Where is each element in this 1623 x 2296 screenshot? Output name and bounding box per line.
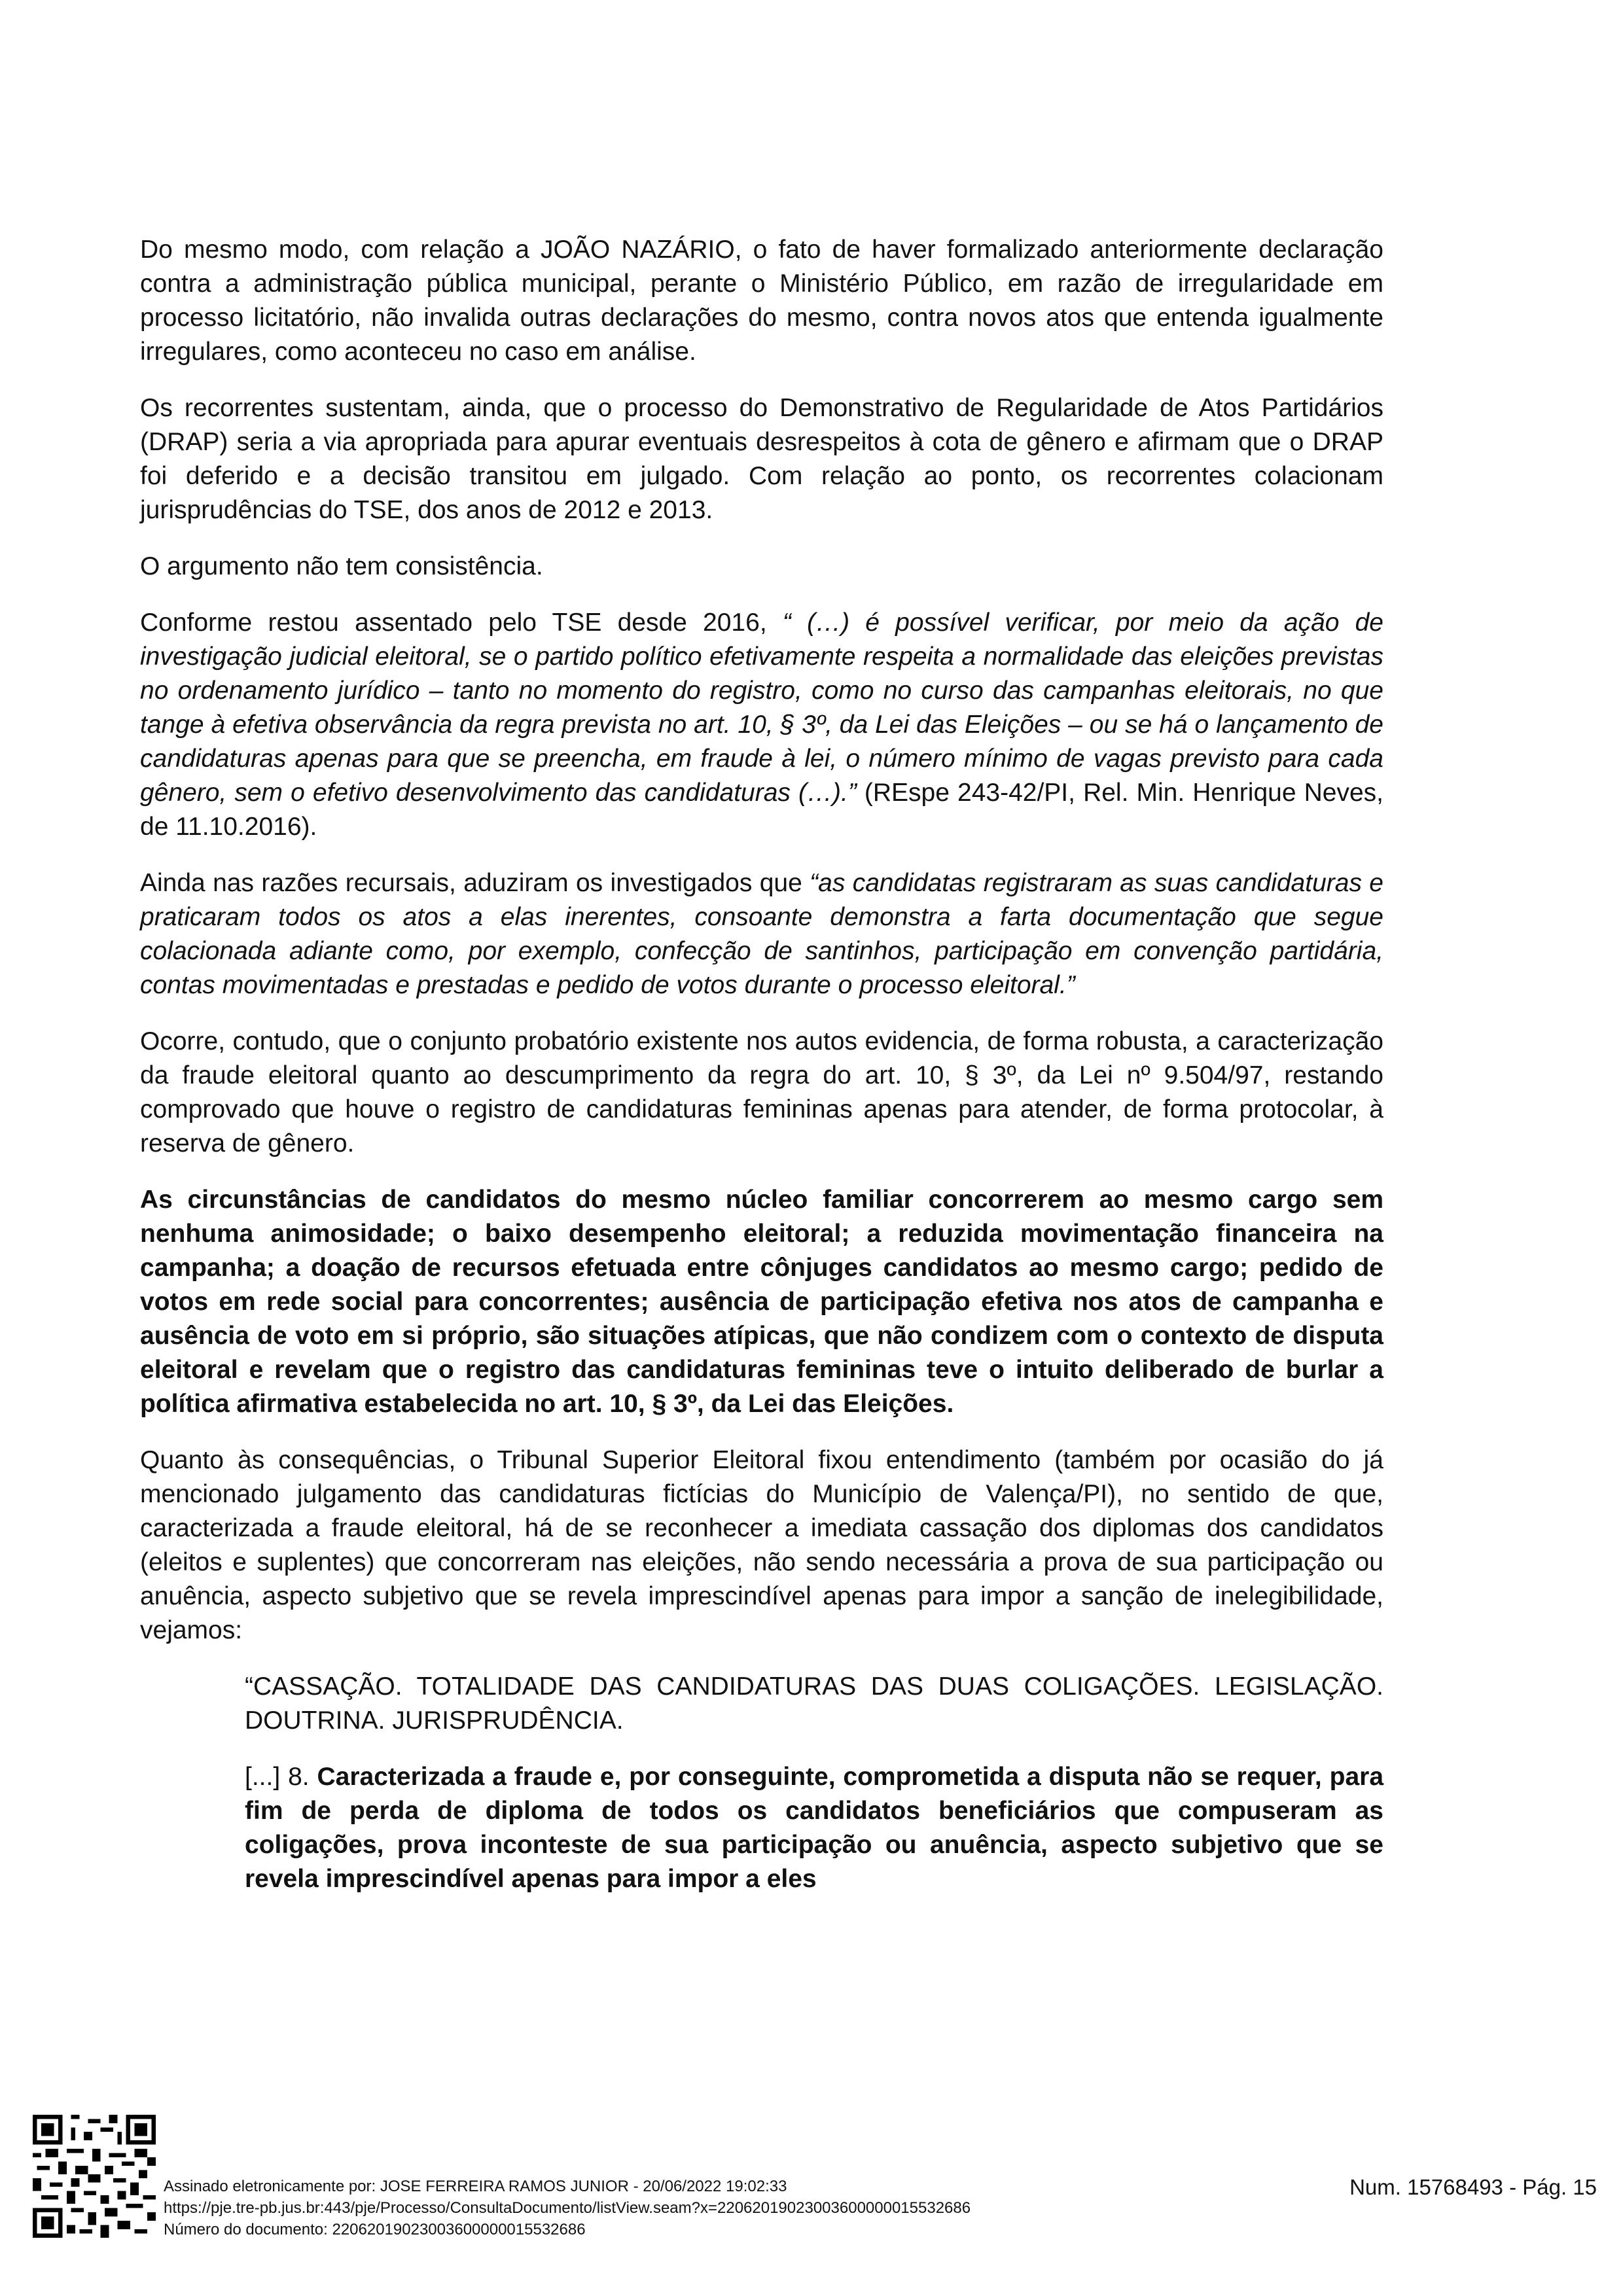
bold-text: Caracterizada a fraude e, por conseguinte, comprometida a disputa não se requer, para fim de perda de diploma de todos os candidatos beneficiários que compuseram as coligações, prova inconteste de sua participação ou anuência, aspecto subjetivo que se revela imprescindível apenas para impor a eles (245, 1763, 1384, 1893)
paragraph-text: Conforme restou assentado pelo TSE desde 2016, (140, 609, 783, 637)
footer-signed: Assinado eletronicamente por: JOSE FERREIRA RAMOS JUNIOR - 20/06/2022 19:02:33 (164, 2178, 787, 2195)
bold-text: As circunstâncias de candidatos do mesmo núcleo familiar concorrerem ao mesmo cargo sem nenhuma animosidade; o baixo desempenho eleitoral; a reduzida movimentação financeira na campanha; a doação de recursos efetuada entre cônjuges candidatos ao mesmo cargo; pedido de votos em rede social para concorrentes; ausência de participação efetiva nos atos de campanha e ausência de voto em si próprio, são situações atípicas, que não condizem com o contexto de disputa eleitoral e revelam que o registro das candidaturas femininas teve o intuito deliberado de burlar a política afirmativa estabelecida no art. 10, § 3º, da Lei das Eleições. (140, 1186, 1383, 1418)
page-number: Num. 15768493 - Pág. 15 (1349, 2175, 1597, 2199)
paragraph-bold (140, 1183, 1383, 1421)
quoted-text: “as candidatas registraram as suas candidaturas e praticaram todos os atos a elas inerentes, consoante demonstra a farta documentação que segue colacionada adiante como, por exemplo, confecção de santinhos, participação em convenção partidária, contas movimentadas e prestadas e pedido de votos durante o processo eleitoral.” (140, 869, 1384, 999)
quoted-text: “ (…) é possível verificar, por meio da ação de investigação judicial eleitoral, se o partido político efetivamente respeita a normalidade das eleições previstas no ordenamento jurídico – tanto no momento do registro, como no curso das campanhas eleitorais, no que tange à efetiva observância da regra prevista no art. 10, § 3º, da Lei das Eleições – ou se há o lançamento de candidaturas apenas para que se preencha, em fraude à lei, o número mínimo de vagas previsto para cada gênero, sem o efetivo desenvolvimento das candidaturas (…).” (140, 609, 1384, 807)
quote-prefix: [...] 8. (245, 1763, 317, 1791)
citation: (REspe 243-42/PI, Rel. Min. Henrique Neves, de 11.10.2016). (140, 779, 1383, 841)
paragraph: O argumento não tem consistência. (140, 552, 543, 580)
block-quote: “CASSAÇÃO. TOTALIDADE DAS CANDIDATURAS DAS DUAS COLIGAÇÕES. LEGISLAÇÃO. DOUTRINA. JURISPRUDÊNCIA. (245, 1672, 1383, 1735)
footer-document-number: Número do documento: 22062019023003600000015532686 (164, 2221, 586, 2238)
paragraph-text: Ainda nas razões recursais, aduziram os investigados que (140, 869, 810, 897)
paragraph: Os recorrentes sustentam, ainda, que o processo do Demonstrativo de Regularidade de Atos Partidários (DRAP) seria a via apropriada para apurar eventuais desrespeitos à cota de gênero e afirmam que o DRAP foi deferido e a decisão transitou em julgado. Com relação ao ponto, os recorrentes colacionam jurisprudências do TSE, dos anos de 2012 e 2013. (140, 394, 1383, 524)
footer-url[interactable]: https://pje.tre-pb.jus.br:443/pje/Processo/ConsultaDocumento/listView.seam?x=22062019023003600000015532686 (164, 2199, 971, 2217)
paragraph: Ocorre, contudo, que o conjunto probatório existente nos autos evidencia, de forma robusta, a caracterização da fraude eleitoral quanto ao descumprimento da regra do art. 10, § 3º, da Lei nº 9.504/97, restando comprovado que houve o registro de candidaturas femininas apenas para atender, de forma protocolar, à reserva de gênero. (140, 1027, 1383, 1157)
paragraph: Quanto às consequências, o Tribunal Superior Eleitoral fixou entendimento (também por ocasião do já mencionado julgamento das candidaturas fictícias do Município de Valença/PI), no sentido de que, caracterizada a fraude eleitoral, há de se reconhecer a imediata cassação dos diplomas dos candidatos (eleitos e suplentes) que concorreram nas eleições, não sendo necessária a prova de sua participação ou anuência, aspecto subjetivo que se revela imprescindível apenas para impor a sanção de inelegibilidade, vejamos: (140, 1446, 1383, 1644)
document-body (140, 233, 1383, 1918)
paragraph (140, 866, 1383, 1002)
paragraph (140, 606, 1383, 844)
qr-code-icon (33, 2115, 156, 2238)
block-quote (245, 1760, 1383, 1896)
paragraph: Do mesmo modo, com relação a JOÃO NAZÁRIO, o fato de haver formalizado anteriormente declaração contra a administração pública municipal, perante o Ministério Público, em razão de irregularidade em processo licitatório, não invalida outras declarações do mesmo, contra novos atos que entenda igualmente irregulares, como aconteceu no caso em análise. (140, 236, 1383, 366)
